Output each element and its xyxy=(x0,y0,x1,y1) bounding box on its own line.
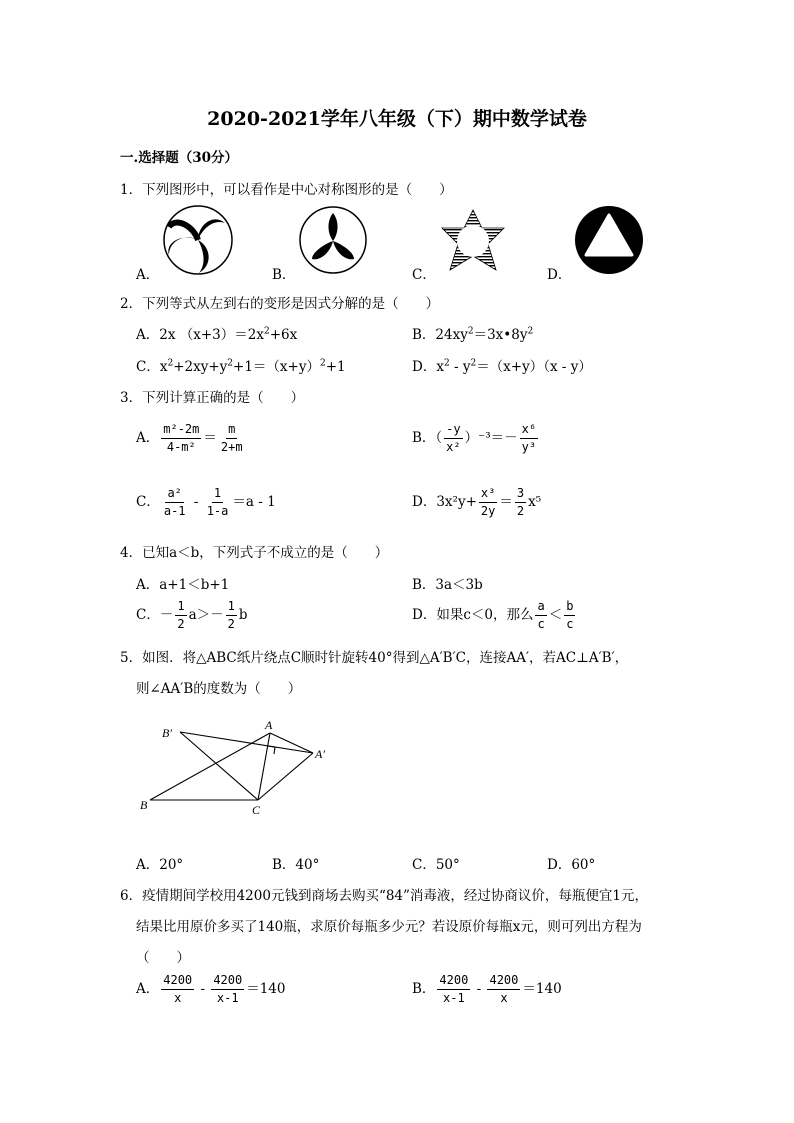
q1-stem: 1．下列图形中，可以看作是中心对称图形的是（ ） xyxy=(120,182,453,198)
q3-option-b: B．（ $\frac{-y}{\text{x²}}$ ）⁻³＝－ $\frac{\text{x⁶}}{\text{y³}}$ xyxy=(412,422,537,454)
q5-option-b: B．40° xyxy=(272,857,320,873)
q3-stem: 3．下列计算正确的是（ ） xyxy=(120,390,305,406)
q1-figure-a xyxy=(163,205,233,275)
q6-stem-line2: 结果比用原价多买了140瓶，求原价每瓶多少元？若设原价每瓶x元，则可列出方程为 xyxy=(136,919,642,935)
q1-label-c: C． xyxy=(412,267,436,283)
q3-option-c: C． $\frac{\text{a²}}{a-1}$ - $\frac{1}{1-a}$ ＝a - 1 xyxy=(136,486,276,518)
q5-stem-line1: 5．如图．将△ABC纸片绕点C顺时针旋转40°得到△A′B′C，连接AA′，若AC⊥A′B′， xyxy=(120,650,629,666)
q5-option-c: C．50° xyxy=(412,857,460,873)
q1-label-b: B． xyxy=(272,267,296,283)
q6-option-b: B． $\frac{4200}{x-1}$ - $\frac{4200}{x}$ ＝140 xyxy=(412,973,562,1005)
q1-label-a: A． xyxy=(136,267,160,283)
q5-option-a: A．20° xyxy=(136,857,184,873)
q4-option-b: B．3a＜3b xyxy=(412,577,483,593)
q4-option-c: C．－ $\frac{1}{2}$ a＞－ $\frac{1}{2}$ b xyxy=(136,599,248,631)
q5-label-b-prime: B′ xyxy=(162,726,172,740)
q6-stem-line1: 6．疫情期间学校用4200元钱到商场去购买“84”消毒液，经过协商议价，每瓶便宜1元， xyxy=(120,888,649,904)
q5-figure xyxy=(138,716,338,820)
q3-option-a: A． $\frac{\text{m²-2m}}{\text{4-m²}}$ ＝ $\frac{m}{2+m}$ xyxy=(136,422,243,454)
section-heading: 一.选择题（30分） xyxy=(120,150,238,166)
q5-label-a-prime: A′ xyxy=(315,747,325,761)
q2-option-b: B．$24xy^2=3x•8y^2$ xyxy=(412,326,534,343)
q6-option-a: A． $\frac{4200}{x}$ - $\frac{4200}{x-1}$ ＝140 xyxy=(136,973,286,1005)
q5-stem-line2: 则∠AA′B的度数为（ ） xyxy=(136,681,302,697)
q4-option-a: A．a+1＜b+1 xyxy=(136,577,230,593)
q3-option-d: D．3x²y+ $\frac{\text{x³}}{2y}$ ＝ $\frac{3}{2}$ x⁵ xyxy=(412,486,542,518)
q5-label-a: A xyxy=(265,718,273,732)
q2-option-d: D．$x^2 - y^2=(x+y)(x - y)$ xyxy=(412,358,592,375)
q5-label-c: C xyxy=(252,803,261,817)
page-title: 2020-2021学年八年级（下）期中数学试卷 xyxy=(207,108,587,130)
q1-figure-b xyxy=(298,205,368,275)
q1-figure-c xyxy=(438,208,508,274)
q1-figure-d xyxy=(574,205,644,275)
q2-stem: 2．下列等式从左到右的变形是因式分解的是（ ） xyxy=(120,296,440,312)
q4-stem: 4．已知a＜b，下列式子不成立的是（ ） xyxy=(120,545,389,561)
q5-option-d: D．60° xyxy=(547,857,596,873)
q1-label-d: D． xyxy=(547,267,572,283)
q2-option-a: A．2x $(x+3)=2x^2+6x$ xyxy=(136,326,298,343)
q6-stem-line3: （ ） xyxy=(136,950,190,966)
q5-label-b: B xyxy=(140,798,148,812)
q2-option-c: C．$x^2+2xy+y^2+1=(x+y)^2+1$ xyxy=(136,358,346,375)
q4-option-d: D．如果c＜0，那么 $\frac{a}{c}$ ＜ $\frac{b}{c}$ xyxy=(412,599,574,631)
